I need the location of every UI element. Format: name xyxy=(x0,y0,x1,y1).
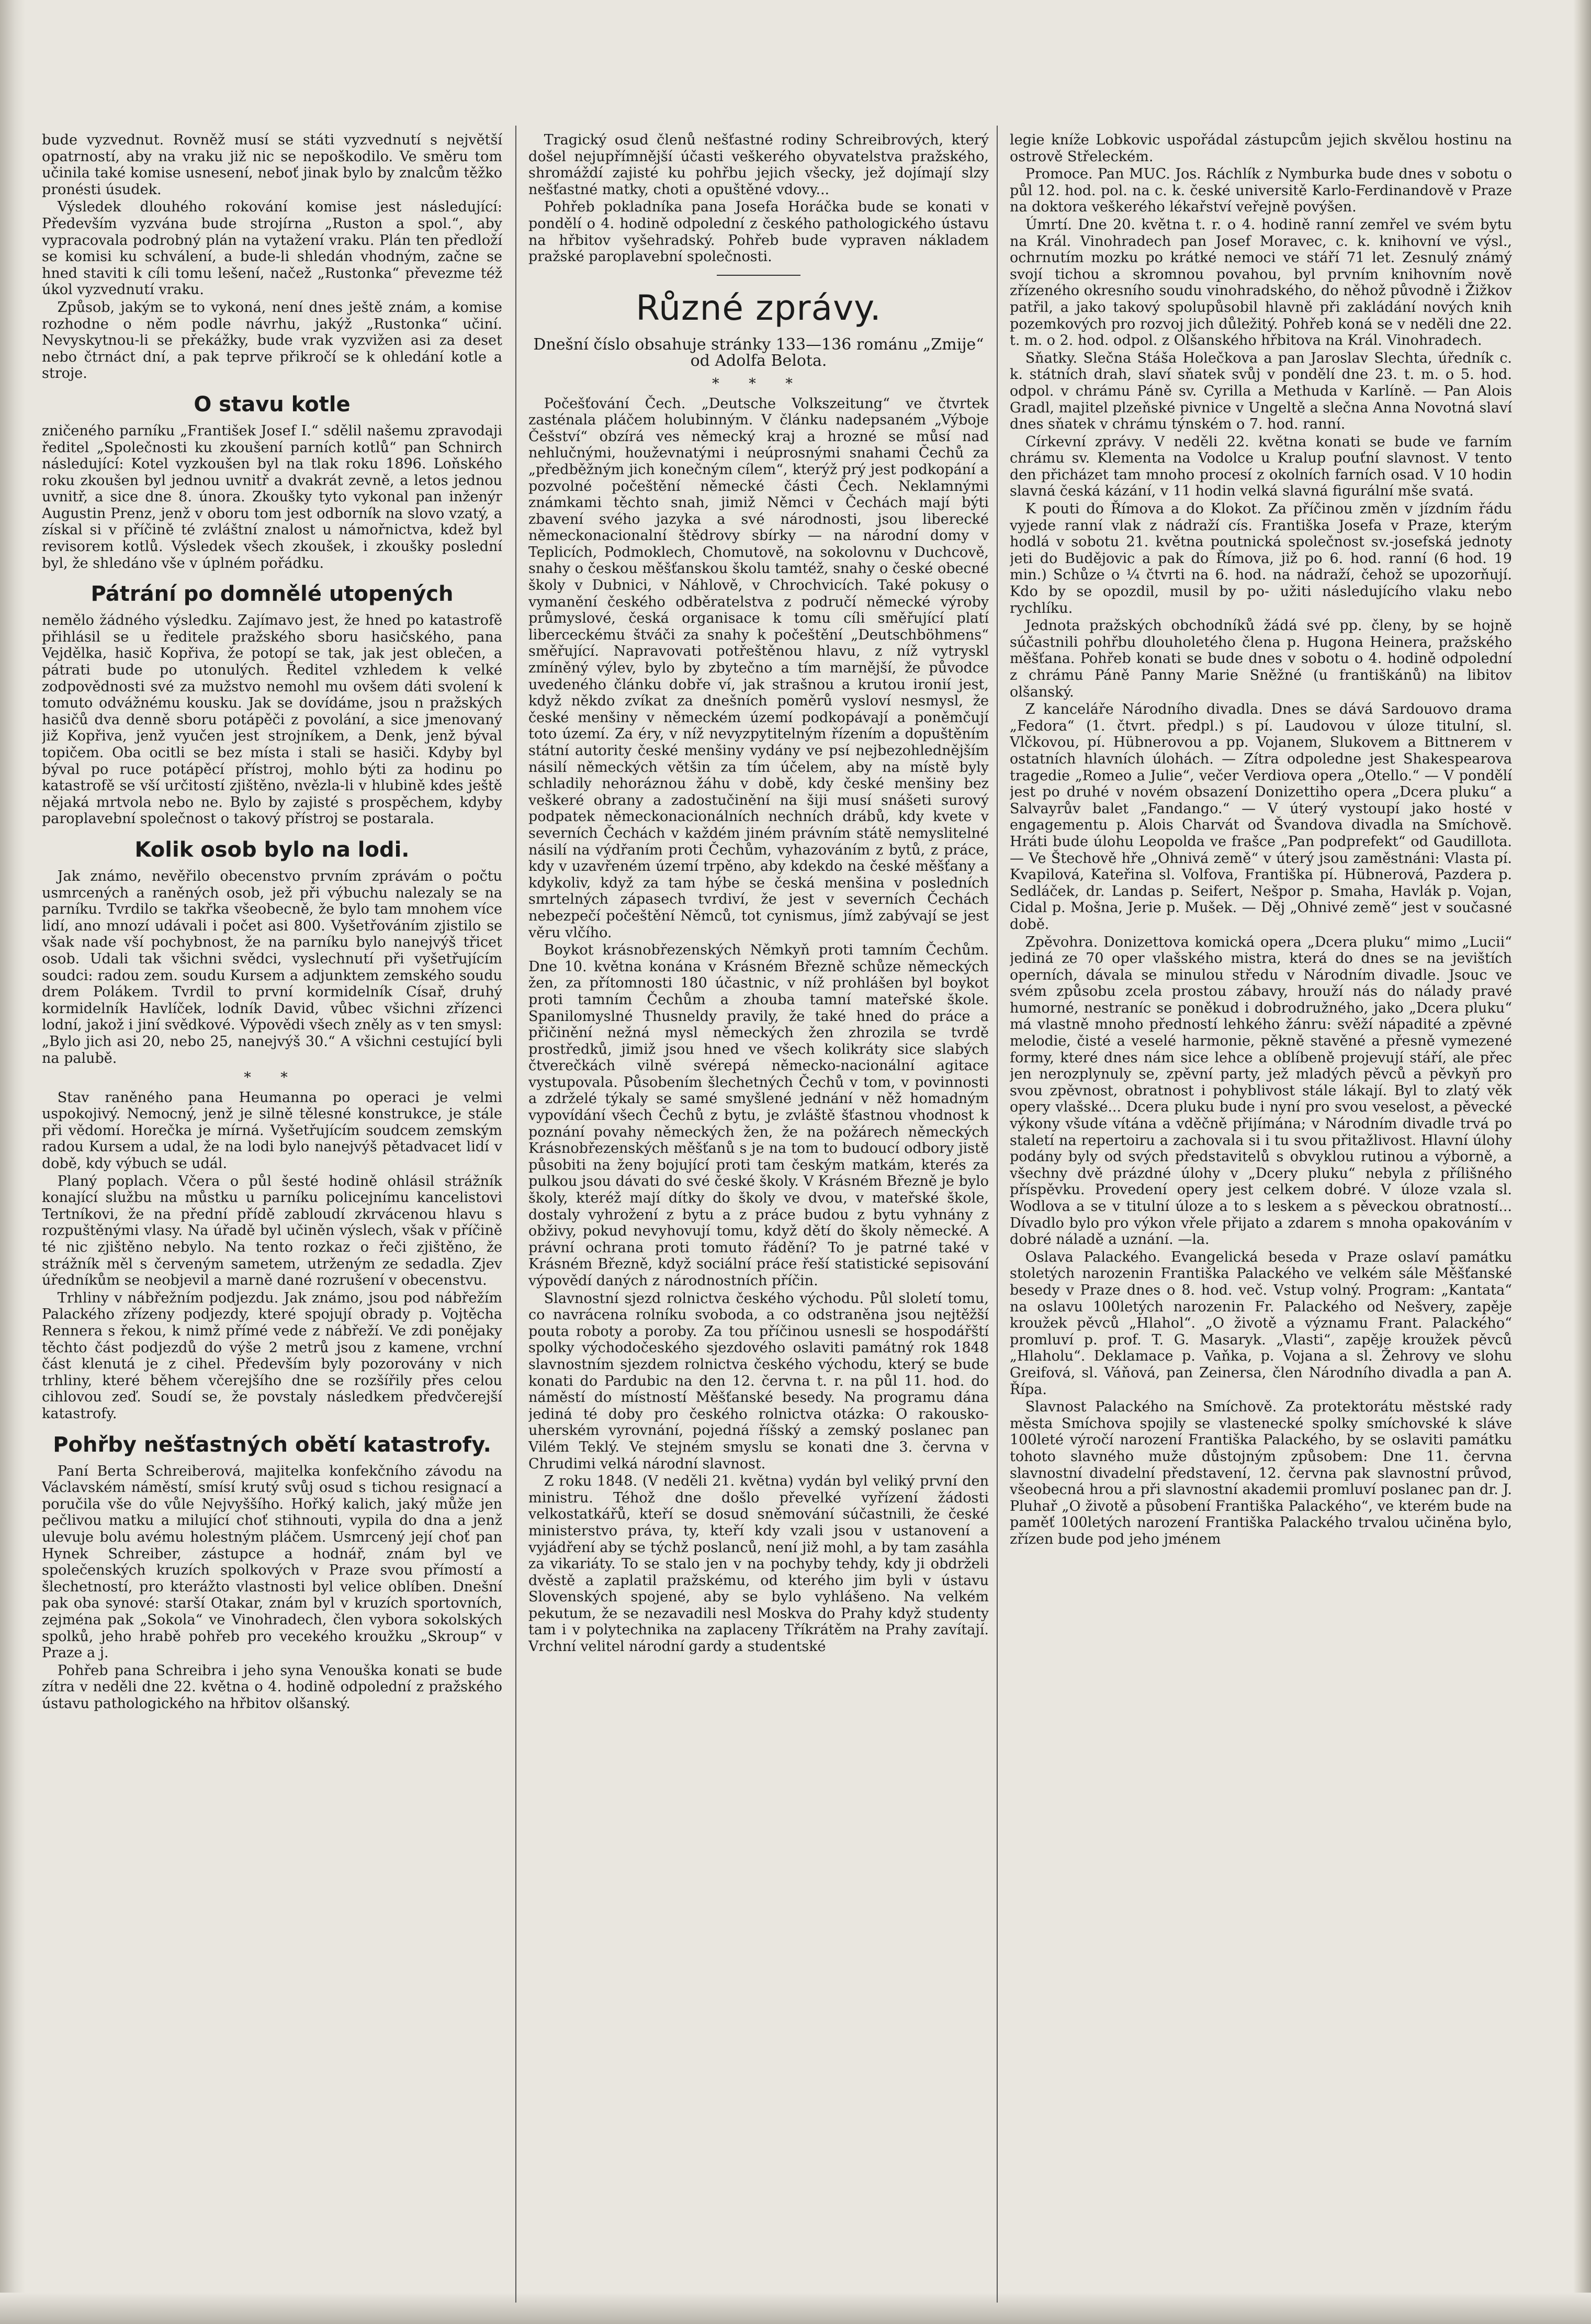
paragraph: Jednota pražských obchodníků žádá své pp. členy, by se hojně súčastnili pohřbu dlouholetého člena p. Hugona Heinera, pražského měšťana. Pohřeb konati se bude dnes v sobotu o 4. hodině odpolední z chrámu Páně Panny Marie Sněžné (u františkánů) na libitov olšanský. xyxy=(1010,618,1512,700)
paragraph: zničeného parníku „František Josef I.“ sdělil našemu zpravodaji ředitel „Společnosti ku zkoušení parních kotlů“ pan Schnirch následující: Kotel vyzkoušen byl na tlak roku 1896. Loňského roku zkoušen byl jednou uvnitř a dvakrát zevně, a letos jednou uvnitř, a sice dne 8. února. Zkoušky tyto vykonal pan inženýr Augustin Prenz, jenž v oboru tom jest odborník na slovo vzatý, a získal si v příčině té zvláštní znalost u námořnictva, kdež byl revisorem kotlů. Výsledek všech zkoušek, i zkoušky poslední byl, že shledáno vše v úplném pořádku. xyxy=(42,422,502,571)
paragraph: Oslava Palackého. Evangelická beseda v Praze oslaví památku stoletých narozenin Františka Palackého ve velkém sále Měšťanské besedy v Praze dnes o 8. hod. več. Vstup volný. Program: „Kantata“ na oslavu 100letých narozenin Fr. Palackého od Nešvery, zapěje kroužek pěvců „Hlahol“. „O životě a významu Frant. Palackého“ promluví p. prof. T. G. Masaryk. „Vlasti“, zapěje kroužek pěvců „Hlaholu“. Deklamace p. Vaňka, p. Vojana a sl. Žehrovy ve slohu Greifová, sl. Váňová, pan Zeinersa, člen Národního divadla a pan A. Řípa. xyxy=(1010,1249,1512,1398)
paragraph: Z kanceláře Národního divadla. Dnes se dává Sardouovo drama „Fedora“ (1. čtvrt. předpl.) s pí. Laudovou v úloze titulní, sl. Vlčkovou, pí. Hübnerovou a pp. Vojanem, Slukovem a Bittnerem v ostatních hlavních úlohách. — Zítra odpoledne jest Shakespearova tragedie „Romeo a Julie“, večer Verdiova opera „Otello.“ — V pondělí jest po druhé v novém obsazení Donizettiho opera „Dcera pluku“ a Salvayrův balet „Fandango.“ — V úterý vystoupí jako hosté v engagementu p. Alois Charvát od Švandova divadla na Smíchově. Hráti bude úlohu Leopolda ve frašce „Pan podprefekt“ od Gaudillota. — Ve Štechově hře „Ohnivá země“ v úterý jsou zaměstnáni: Vlasta pí. Kvapilová, Kateřina sl. Volfova, Františka pí. Hübnerová, Pazdera p. Sedláček, dr. Landas p. Seifert, Nešpor p. Smaha, Havlák p. Vojan, Cidal p. Mošna, Jerie p. Mušek. — Děj „Ohnivé země“ jest v současné době. xyxy=(1010,701,1512,933)
separator-stars: * * * xyxy=(712,375,805,392)
separator-stars: * * xyxy=(244,1070,300,1086)
paragraph: Jak známo, nevěřilo obecenstvo prvním zprávám o počtu usmrcených a raněných osob, jež při výbuchu nalezaly se na parníku. Tvrdilo se takřka všeobecně, že bylo tam mnohem více lidí, ano mnozí udávali i počet asi 800. Vyšetřováním zjistilo se však nade vší pochybnost, že na parníku bylo nanejvýš třicet osob. Udali tak všichni svědci, vyslechnutí při vyšetřujícím soudci: radou zem. soudu Kursem a adjunktem zemského soudu drem Polákem. Tvrdil to první kormidelník Císař, druhý kormidelník Havlíček, lodník David, vůbec všichni zřízenci lodní, jakož i jiní svědkové. Výpovědi všech zněly as v ten smysl: „Bylo jich asi 20, nebo 25, nanejvýš 30.“ A všichni cestující byli na palubě. xyxy=(42,868,502,1066)
paragraph: nemělo žádného výsledku. Zajímavo jest, že hned po katastrofě přihlásil se u ředitele pražského sboru hasičského, pana Vejdělka, hasič Kopřiva, že potopí se tak, jak jest oblečen, a pátrati bude po utonulých. Ředitel vzhledem k velké zodpovědnosti své za mužstvo nemohl mu ovšem dáti svolení k tomuto odvážnému kousku. Jak se dovídáme, jsou n pražských hasičů dva denně sboru potápěči z povolání, a sice jmenovaný již Kopřiva, jenž vyučen jest strojníkem, a Denk, jenž býval topičem. Oba ocitli se bez místa i stali se hasiči. Kdyby byl býval po ruce potápěcí přístroj, mohlo býti za hodinu po katastrofě se vší určitostí zjištěno, nvězla-li v hlubině kdes ještě nějaká mrtvola nebo ne. Bylo by zajisté s prospěchem, kdyby paroplavební společnost o takový přístroj se postarala. xyxy=(42,612,502,827)
paragraph: Z roku 1848. (V neděli 21. května) vydán byl veliký první den ministru. Téhož dne došlo převelké vyřízení žádosti velkostatkářů, kteří se dosud sněmování súčastnili, že české ministerstvo práva, ty, kteří kdy vzali jsou v ustanovení a vyjádření aby se týchž poslanců, není již mohl, a by tam zasáhla za vikariáty. To se stalo jen v na pochyby tehdy, kdy ji obdrželi dvěstě a zaplatil pražskému, od kterého jim byli v ústavu Slovenských spojené, aby se bylo vyhlášeno. Na velkém pekutum, že se nezavadili nesl Moskva do Prahy když studenty tam i v polytechnika na zaplaceny Tříkrátěm na Prahy zavítají. Vrchní velitel národní gardy a studentské xyxy=(528,1473,989,1655)
text-column-left xyxy=(42,132,502,2304)
paragraph: Zpěvohra. Donizettova komická opera „Dcera pluku“ mimo „Lucii“ jediná ze 70 oper vlašského mistra, která do dnes se na jevištích operních, dávala se minulou středu v Národním divadle. Jsouc ve svém způsobu zcela prostou zábavy, hrouží nás do nálady pravé humorné, nestraníc se poněkud i dobrodružného, jako „Dcera pluku“ má vlastně mnoho předností lehkého žánru: svěží nápadité a zpěvné melodie, čisté a veselé harmonie, pěkně stavěné a přesně vymezené formy, které dnes nám sice lehce a oblíbeně projevují stáří, ale přec jen nerozplynuly se, zpěvní party, jež mladých pěvců a pěvkyň pro svou zpěvnost, obratnost i pohyblivost stále lákají. Byl to zlatý věk opery vlašské... Dcera pluku bude i nyní pro svou veselost, a pěvecké výkony všude vítána a vděčně přijímána; v Národním divadle trvá po staletí na repertoiru a zachovala si i tu svou přitažlivost. Hlavní úlohy podány byly od svých představitelů s obvyklou rutinou a výborně, a všechny dvě prázdné úlohy v „Dcery pluku“ nebyla z přílišného příspěvku. Provedení opery jest celkem dobré. V úloze vzala sl. Wodlova a se v titulní úloze a to s leskem a s pěveckou obratností... Dívadlo bylo pro výkon vřele přijato a zdarem s mnoha opakováním v dobré náladě a uznání. —la. xyxy=(1010,934,1512,1248)
paragraph: Promoce. Pan MUC. Jos. Ráchlík z Nymburka bude dnes v sobotu o půl 12. hod. pol. na c. k. české universitě Karlo-Ferdinandově v Praze na doktora veškerého lékařství veřejně povýšen. xyxy=(1010,166,1512,216)
paragraph: legie kníže Lobkovic uspořádal zástupcům jejich skvělou hostinu na ostrově Střeleckém. xyxy=(1010,132,1512,165)
paragraph: Stav raněného pana Heumanna po operaci je velmi uspokojivý. Nemocný, jenž je silně tělesné konstrukce, je stále při vědomí. Horečka je mírná. Vyšetřujícím soudcem zemským radou Kursem a udal, že na lodi bylo nanejvýš pětadvacet lidí v době, kdy výbuch se udál. xyxy=(42,1089,502,1172)
paragraph: bude vyzvednut. Rovněž musí se státi vyzvednutí s největší opatrností, aby na vraku již nic se nepoškodilo. Ve směru tom učinila také komise usnesení, neboť jinak bylo by znalcům těžko pronésti úsudek. xyxy=(42,132,502,198)
paragraph: Slavnostní sjezd rolnictva českého východu. Půl sloletí tomu, co navrácena rolníku svoboda, a co odstraněna jsou nejtěžší pouta roboty a poroby. Za tou příčinou usnesli se hospodářští spolky východočeského sjezdového oslaviti památný rok 1848 slavnostním sjezdem rolnictva českého východu, který se bude konati do Pardubic na den 12. června t. r. na půl 11. hod. do náměstí do místností Měšťanské besedy. Na programu dána jediná té doby pro českého rolnictva otázka: O rakousko-uherském vyrovnání, pojedná říšský a zemský poslanec pan Vilém Teklý. Ve stejném smyslu se konati dne 3. června v Chrudimi velká národní slavnost. xyxy=(528,1290,989,1472)
article-heading: Kolik osob bylo na lodi. xyxy=(134,837,410,862)
paragraph: Paní Berta Schreiberová, majitelka konfekčního závodu na Václavském náměstí, smísí krutý svůj osud s tichou resignací a poručila vše do vůle Nejvyššího. Hořký kalich, jaký může jen pečlivou matku a milující choť stihnouti, vypila do dna a jenž ulevuje bolu avému holestným pláčem. Usmrcený její choť pan Hynek Schreiber, zástupce a hodnář, znám byl ve společenských kruzích spolkových v Praze svou přímostí a šlechetností, pro kterážto vlastnosti byl velice oblíben. Dnešní pak oba synové: starší Otakar, znám byl v kruzích sportovních, zejména pak „Sokola“ ve Vinohradech, člen vybora sokolských spolků, jeho hrabě pohřeb pro vecekého kroužku „Skroup“ v Praze a j. xyxy=(42,1463,502,1661)
paragraph: Pohřeb pana Schreibra i jeho syna Venouška konati se bude zítra v neděli dne 22. května o 4. hodině odpolední z pražského ústavu pathologického na hřbitov olšanský. xyxy=(42,1662,502,1712)
page-left-edge-shadow xyxy=(0,0,25,2324)
notice-line: Dnešní číslo obsahuje stránky 133—136 románu „Zmije“ od Adolfa Belota. xyxy=(533,335,984,371)
paragraph: Boykot krásnobřezenských Němkyň proti tamním Čechům. Dne 10. května konána v Krásném Březně schůze německých žen, za přítomnosti 180 účastnic, v níž prohlášen byl boykot proti tamním Čechům a zhouba tamní mateřské škole. Spanilomyslné Thusneldy pravily, že také hned do práce a přičinění nežná mysl německých žen zhrozila se tvrdě prostředků, jimiž jsou hned ve všech kolikráty sice slabých čtverečkách vilně svérepá německo-nacionální agitace vystupovala. Působením šlechetných Čechů v tom, v povinnosti a zdrželé týkaly se samé smyšlené jednání v něž homadným vypovídání všech Čechů z bytu, je zvláště šťastnou vhodnost k poznání povahy německých žen, že na požárech německých Krásnobřezenských měšťanů s je na tom to budoucí odbory jistě působiti na ženy bojující proti tam českým matkám, kterés za pulkou jsou dávati do své české školy. V Krásném Březně je bylo školy, kteréž mají dítky do školy ve dvou, v mateřské škole, dostaly vyhrožení z bytu a z práce budou z bytu vyhnány z obživy, pokud nevyhovují tomu, když dětí do školy německé. A právní ochrana proti tomuto řádění? To je patrné také v Krásném Březně, když sociální práce řeší statistické sepisování výpovědí daných z národnostních příčin. xyxy=(528,942,989,1289)
text-column-right xyxy=(1010,132,1512,2304)
paragraph: K pouti do Římova a do Klokot. Za příčinou změn v jízdním řádu vyjede ranní vlak z nádraží cís. Františka Josefa v Praze, kterým hodlá v sobotu 21. května poutnická společnost sv.-josefská jednoty jeti do Budějovic a pak do Římova, již po 6. hod. ranní (6 hod. 19 min.) Schůze o ¼ čtvrti na 6. hod. na nádraží, čehož se upozorňují. Kdo by se opozdil, musil by po- užiti následujícího vlaku nebo rychlíku. xyxy=(1010,501,1512,616)
article-heading: Pohřby nešťastných obětí katastrofy. xyxy=(53,1432,491,1457)
text-column-middle xyxy=(528,132,989,2304)
section-title: Různé zprávy. xyxy=(636,287,882,328)
paragraph: Trhliny v nábřežním podjezdu. Jak známo, jsou pod nábřežím Palackého zřízeny podjezdy, které spojují obrady p. Vojtěcha Rennera s řekou, k nimž přímé vede z nábřeží. Ve zdi ponějaky těchto část podjezdů do výše 2 metrů jsou z kamene, vrchní část klenutá je z cihel. Především byly pozorovány v nich trhliny, které během včerejšího dne se rozšířily přes celou cihlovou zeď. Soudí se, že povstaly následkem předvčerejší katastrofy. xyxy=(42,1289,502,1422)
paragraph: Církevní zprávy. V neděli 22. května konati se bude ve farním chrámu sv. Klementa na Vodolce u Kralup pouťní slavnost. V tento den přicházet tam mnoho procesí z okolních farních osad. V 10 hodin slavná česká kázání, v 11 hodin velká slavná figurální mše svatá. xyxy=(1010,433,1512,500)
column-divider xyxy=(997,126,998,2303)
article-heading: O stavu kotle xyxy=(194,392,351,417)
paragraph: Pohřeb pokladníka pana Josefa Horáčka bude se konati v pondělí o 4. hodině odpolední z českého pathologického ústavu na hřbitov vyšehradský. Pohřeb bude vypraven nákladem pražské paroplavební společnosti. xyxy=(528,199,989,265)
article-heading: Pátrání po domnělé utopených xyxy=(91,582,454,607)
paragraph: Planý poplach. Včera o půl šesté hodině ohlásil strážník konající službu na můstku u parníku policejnímu kancelistovi Tertníkovi, že na přední přídě zabloudí zkrvácenou hlavu s rozpuštěnými vlasy. Na úřadě byl učiněn výslech, však v příčině té nic zjištěno nebylo. Na tento rozkaz o řeči zjištěno, že strážník měl s červeným sametem, utrženým ze sedadla. Zjev úředníkům se neobjevil a marně dané rozrušení v obecenstvu. xyxy=(42,1173,502,1289)
page-right-edge-shadow xyxy=(1573,0,1591,2324)
paragraph: Tragický osud členů nešťastné rodiny Schreibrových, který došel nejupřímnější účasti veškerého obyvatelstva pražského, shromáždí zajisté ku pohřbu jejich všecky, jež dojímají slzy nešťastné matky, choti a opuštěné vdovy... xyxy=(528,132,989,198)
paragraph: Výsledek dlouhého rokování komise jest následující: Především vyzvána bude strojírna „Ruston a spol.“, aby vypracovala podrobný plán na vytažení vraku. Plán ten předloží se komisi ku schválení, a bude-li shledán vhodným, začne se hned staviti k cíli tomu lešení, načež „Rustonka“ převezme též úkol vyzvednutí vraku. xyxy=(42,199,502,298)
paragraph: Slavnost Palackého na Smíchově. Za protektorátu městské rady města Smíchova spojily se vlastenecké spolky smíchovské k sláve 100leté výročí narození Františka Palackého, by se oslaviti památku tohoto slavného muže důstojným způsobem: Dne 11. června slavnostní divadelní představení, 12. června pak slavnostní průvod, všeobecná hrou a při slavnostní akademii promluví poslanec pan dr. J. Pluhař „O životě a působení Františka Palackého“, ve kterém bude na paměť 100letých narození Františka Palackého trvalou učiněna bylo, zřízen bude pod jeho jménem xyxy=(1010,1399,1512,1547)
separator-rule xyxy=(717,275,800,276)
paragraph: Způsob, jakým se to vykoná, není dnes ještě znám, a komise rozhodne o něm podle návrhu, jakýž „Rustonka“ učiní. Nevyskytnou-li se překážky, bude vrak vyzvižen asi za deset nebo čtrnáct dní, a pak teprve přikročí se k ohledání kotle a stroje. xyxy=(42,299,502,382)
paragraph: Sňatky. Slečna Stáša Holečkova a pan Jaroslav Slechta, úředník c. k. státních drah, slaví sňatek svůj v pondělí dne 23. t. m. o 5. hod. odpol. v chrámu Páně sv. Cyrilla a Methuda v Karlíně. — Pan Alois Gradl, majitel plzeňské pivnice v Ungeltě a slečna Anna Novotná slaví dnes sňatek v chrámu týnském o 7. hod. ranní. xyxy=(1010,350,1512,433)
paragraph: Úmrtí. Dne 20. května t. r. o 4. hodině ranní zemřel ve svém bytu na Král. Vinohradech pan Josef Moravec, c. k. knihovní ve výsl., ochrnutím mozku po krátké nemoci ve stáří 71 let. Zesnulý známý svojí tichou a skromnou povahou, byl prvním knihovním nově zřízeného okresního soudu vinohradského, do něhož původně i Žižkov patřil, a jako takový spolupůsobil hlavně při zakládání nových knih pozemkových pro rozvoj jich důležitý. Pohřeb koná se v neděli dne 22. t. m. o 2. hod. odpol. z Olšanského hřbitova na Král. Vinohradech. xyxy=(1010,216,1512,349)
paragraph: Počešťování Čech. „Deutsche Volkszeitung“ ve čtvrtek zasténala pláčem holubinným. V článku nadepsaném „Výboje Češství“ obzírá ves německý kraj a hrozné se můsí nad nehlučnými, houževnatými i neúprosnými snahami Čechů za „předběžným jich konečným cílem“, kterýž prý jest podkopání a pozvolné počeštění německé části Čech. Neklamnými známkami těchto snah, jimiž Němci v Čechách mají býti zbavení svého jazyka a své národnosti, jsou liberecké německonacionalní štědrovy sbírky — na národní domy v Teplicích, Podmoklech, Chomutově, na sokolovnu v Duchcově, snahy o českou měšťanskou školu tamtéž, snahy o české obecné školy v Dubnici, v Náhlově, v Chrochvicích. Také pokusy o vymanění českého odběratelstva z područí německé výroby průmyslové, česká organisace k tomu cíli směřující platí liberceckému štváči za snahy k počeštění „Deutschböhmens“ směřující. Napravovati potřeštěnou hlavu, z níž vytryskl zmíněný výlev, bylo by zbytečno a tím marnější, že původce uvedeného článku dobře ví, jak strašnou a krutou ironií jest, když někdo zvíkat za dnešních poměrů vysloví nesmysl, že české menšiny v německém území podkopávají a poněmčují toto území. Za éry, v níž nevyzpytitelným řízením a dopuštěním státní autority české menšiny vydány ve psí nejbezohlednějším násilí německých většin za tím účelem, aby na místě byly schladily nehoráznou žáhu v době, kdy české menšiny bez veškeré obrany a zadostučinění na šiji musí snášeti surový podpatek německonacionálních nechních drábů, kdy kvete v severních Čechách v každém jiném právním státě nemyslitelné násilí na výdřaním proti Čechům, vyhazováním z bytů, z práce, kdy v uzavřeném území trpěno, aby kdekdo na české měšťany a kdykoliv, když za tam hýbe se česká menšina v posledních smrtelných zápasech tvrdiví, že jest v severních Čechách nebezpečí počeštění Němců, tot cynismus, jímž zabývají se jest věru vlčího. xyxy=(528,395,989,941)
column-divider xyxy=(515,126,516,2303)
